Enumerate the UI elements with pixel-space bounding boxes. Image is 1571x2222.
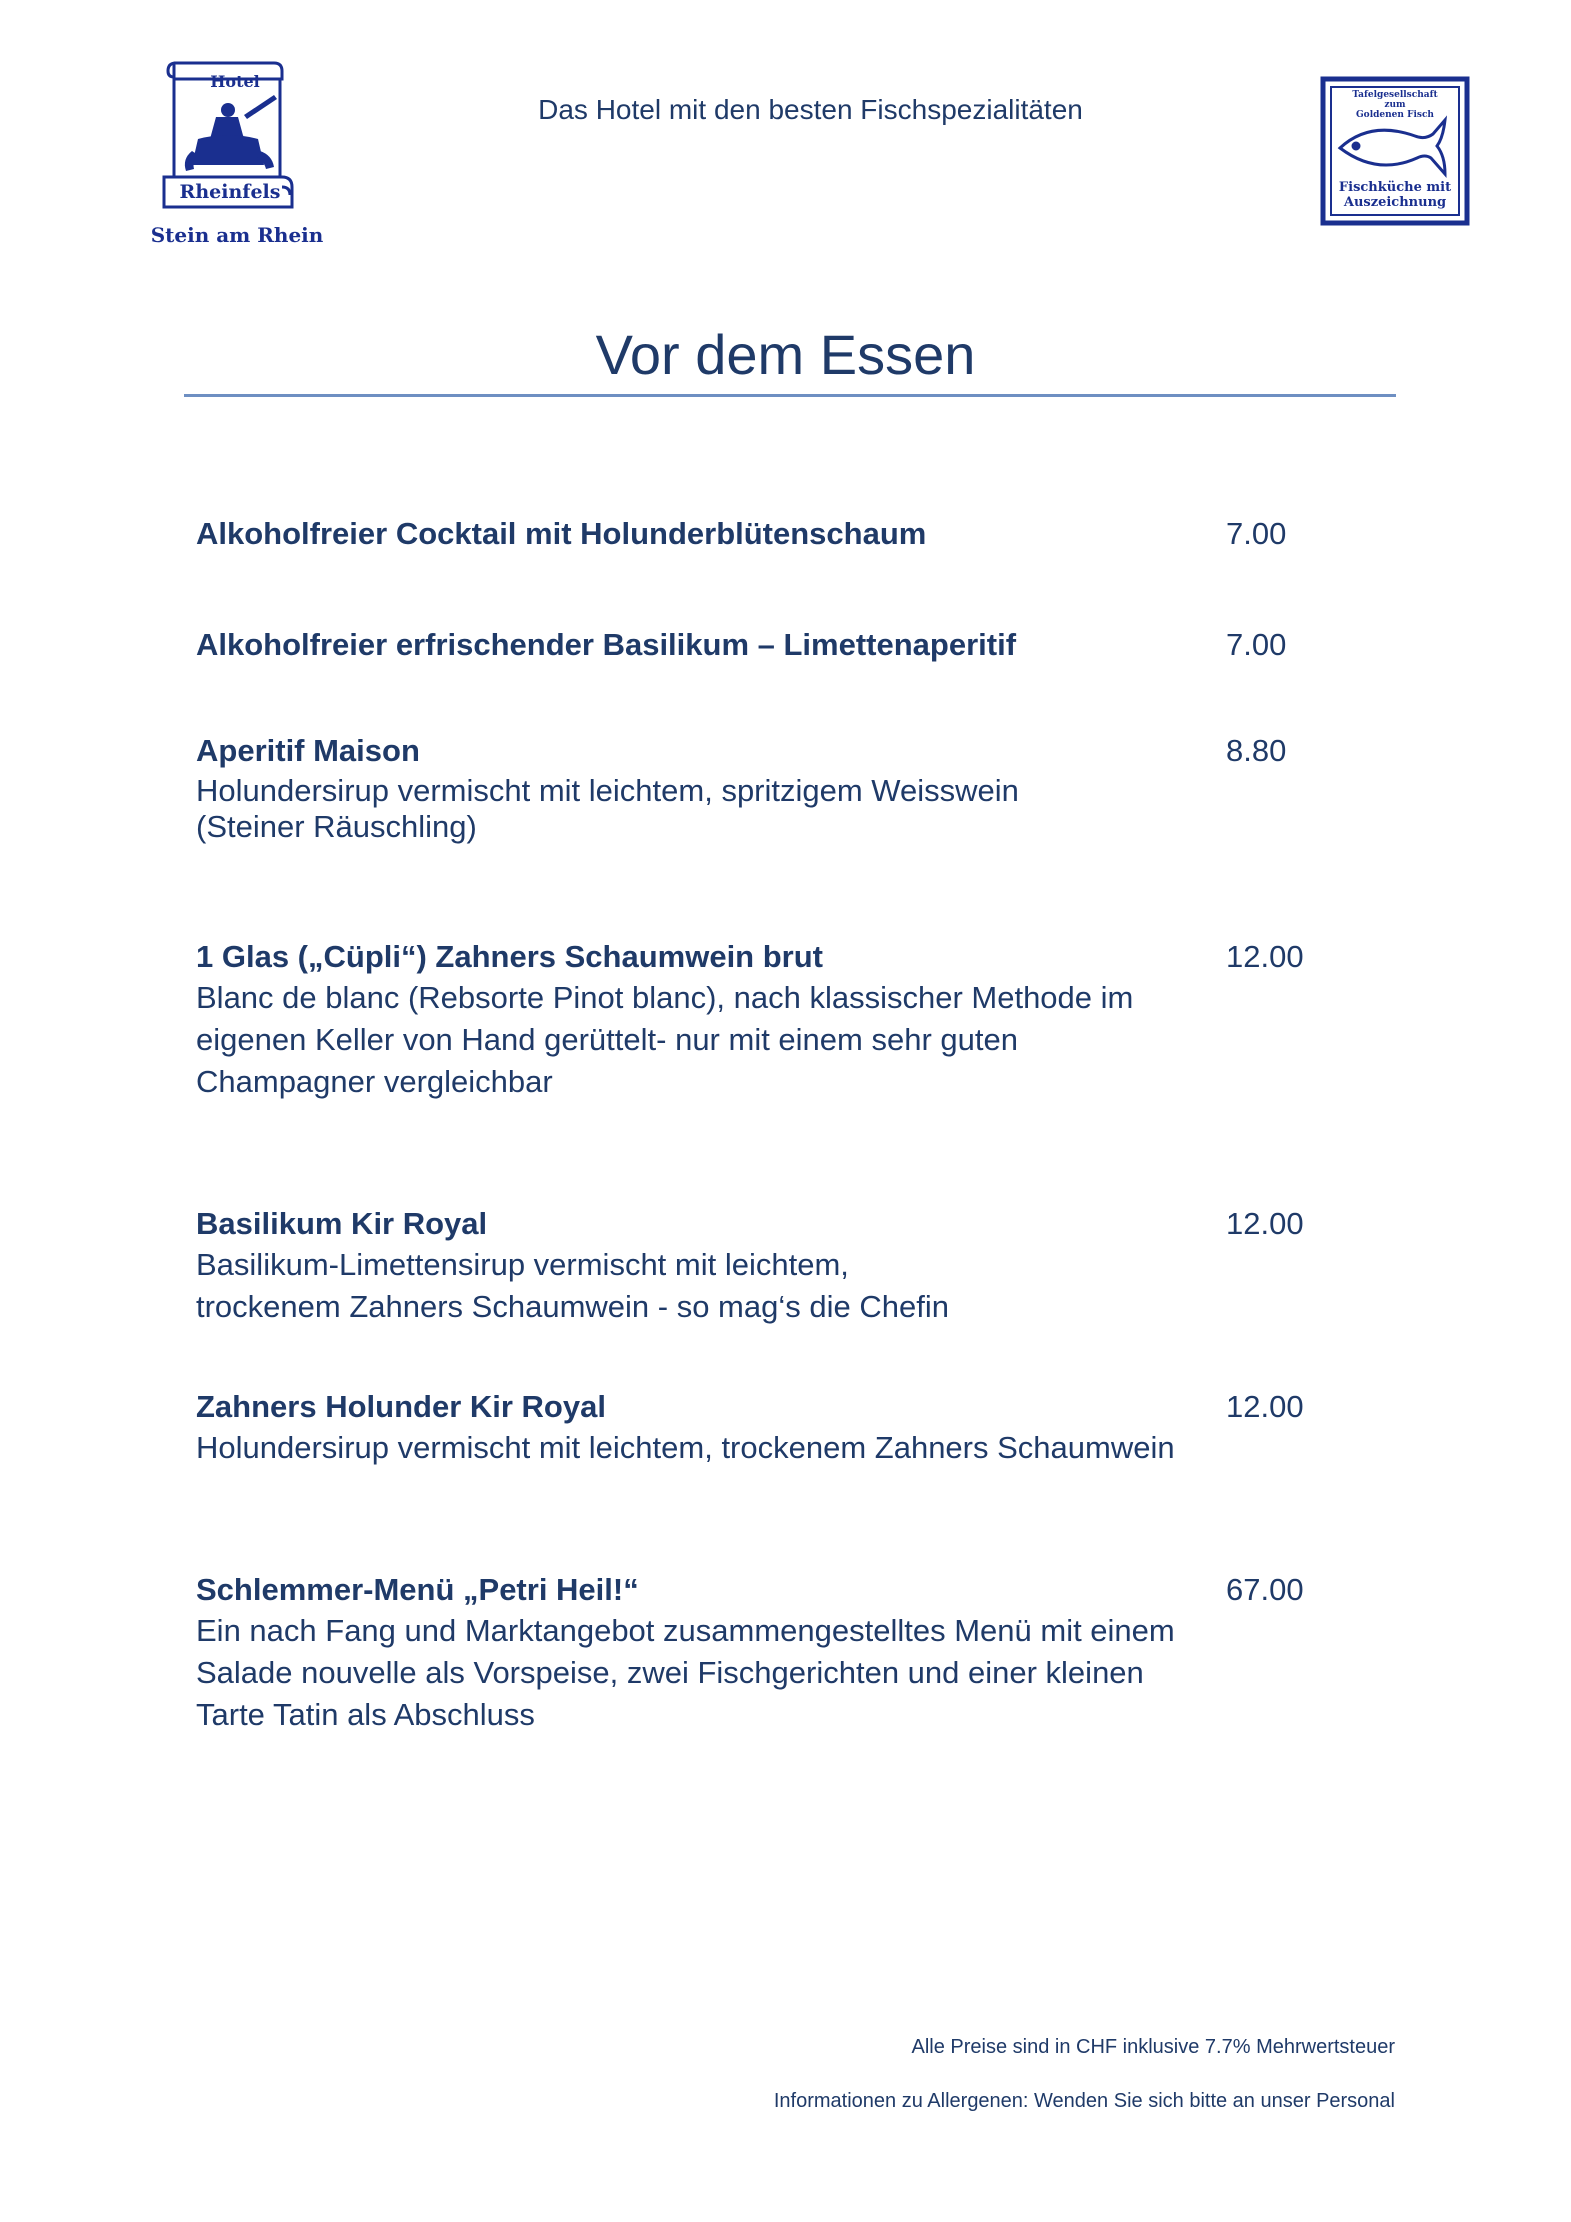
seal-text-society: Tafelgesellschaft zum Goldenen Fisch xyxy=(1352,90,1438,120)
item-name: Alkoholfreier erfrischender Basilikum – Limettenaperitif xyxy=(196,627,1017,662)
item-name: Zahners Holunder Kir Royal xyxy=(196,1389,606,1424)
logo-left-text-rheinfels: Rheinfels xyxy=(179,181,281,203)
header-tagline: Das Hotel mit den besten Fischspezialitäten xyxy=(538,94,1083,125)
hotel-rheinfels-crest-icon xyxy=(148,55,326,255)
item-name: Schlemmer-Menü „Petri Heil!“ xyxy=(196,1572,639,1607)
item-price: 67.00 xyxy=(1226,1572,1304,1607)
item-price: 7.00 xyxy=(1226,516,1287,551)
item-name: Aperitif Maison xyxy=(196,733,420,768)
logo-left-text-stein-am-rhein: Stein am Rhein xyxy=(150,223,324,247)
page-title: Vor dem Essen xyxy=(595,323,976,386)
seal-text-award: Fischküche mit Auszeichnung xyxy=(1338,180,1452,210)
item-description: Holundersirup vermischt mit leichtem, spritzigem Weisswein (Steiner Räuschling) xyxy=(196,773,1019,844)
logo-left-text-hotel: Hotel xyxy=(210,72,260,91)
item-name: Alkoholfreier Cocktail mit Holunderblütenschaum xyxy=(196,516,927,551)
item-price: 7.00 xyxy=(1226,627,1287,662)
item-price: 12.00 xyxy=(1226,1206,1304,1241)
item-name: 1 Glas („Cüpli“) Zahners Schaumwein brut xyxy=(196,939,823,974)
footer-allergen-note: Informationen zu Allergenen: Wenden Sie sich bitte an unser Personal xyxy=(773,2090,1395,2112)
item-description: Ein nach Fang und Marktangebot zusammengestelltes Menü mit einem Salade nouvelle als Vorspeise, zwei Fischgerichten und einer kleinen Tarte Tatin als Abschluss xyxy=(196,1613,1175,1732)
footer-prices-note: Alle Preise sind in CHF inklusive 7.7% Mehrwertsteuer xyxy=(911,2036,1395,2058)
item-name: Basilikum Kir Royal xyxy=(196,1206,488,1241)
item-description: Basilikum-Limettensirup vermischt mit leichtem, trockenem Zahners Schaumwein - so mag‘s die Chefin xyxy=(196,1247,949,1324)
item-price: 12.00 xyxy=(1226,1389,1304,1424)
fish-award-seal-icon xyxy=(1320,76,1470,226)
item-description: Blanc de blanc (Rebsorte Pinot blanc), nach klassischer Methode im eigenen Keller von Hand gerüttelt- nur mit einem sehr guten Champagner vergleichbar xyxy=(196,980,1134,1099)
item-price: 8.80 xyxy=(1226,733,1287,768)
item-description: Holundersirup vermischt mit leichtem, trockenem Zahners Schaumwein xyxy=(196,1430,1175,1465)
title-divider xyxy=(184,394,1396,397)
item-price: 12.00 xyxy=(1226,939,1304,974)
